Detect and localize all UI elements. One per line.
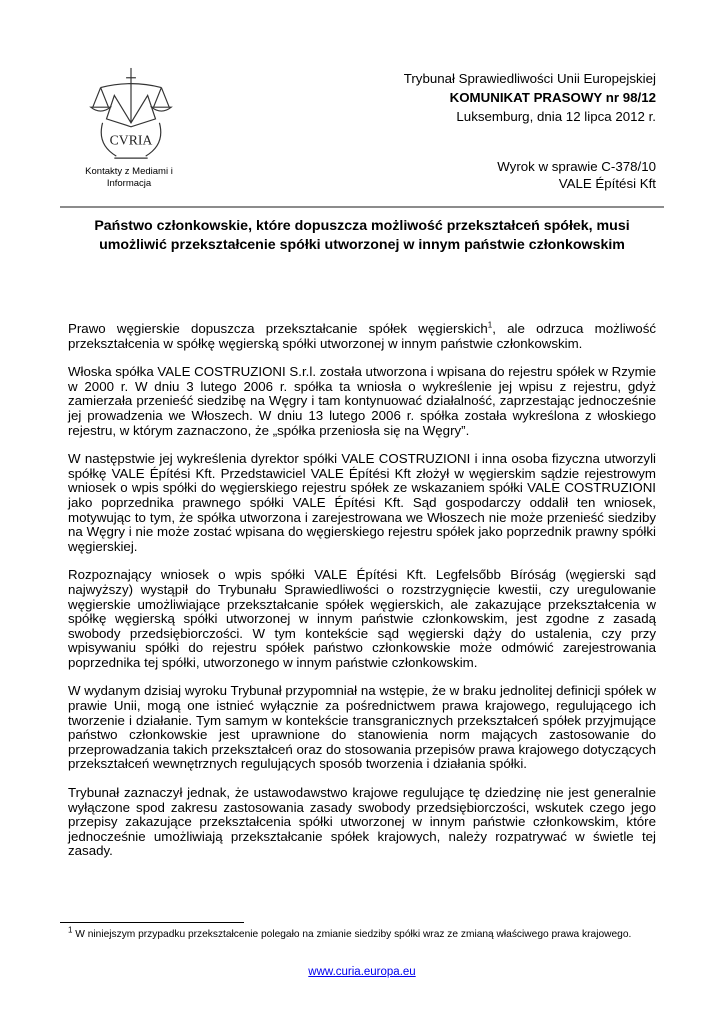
paragraph [68,322,656,351]
footer [0,966,724,978]
paragraph: Rozpoznający wniosek o wpis spółki VALE Építési Kft. Legfelsőbb Bíróság (węgierski sąd najwyższy) wystąpił do Trybunału Sprawiedliwości o rozstrzygnięcie kwestii, czy uregulowanie węgierskie umożliwiające przekształcanie spółek węgierskich, ale zakazujące przekształcenia w spółkę węgierską spółki utworzonej w innym państwie członkowskim, jest zgodne z zasadą swobody przedsiębiorczości. W tym kontekście sąd węgierski dąży do ustalenia, czy przy wpisywaniu spółki do rejestru spółek państwo członkowskie może odmówić zarejestrowania poprzednika tej spółki, utworzonego w innym państwie członkowskim. [68,567,656,670]
contact-line: Informacja [106,178,152,189]
footnote-separator [60,922,244,923]
title-line: Państwo członkowskie, które dopuszcza możliwość przekształceń spółek, musi [94,218,630,234]
footnote-text: W niniejszym przypadku przekształcenie polegało na zmianie siedziby spółki wraz ze zmianą właściwego prawa krajowego. [72,929,632,940]
paragraph-text: , ale odrzuca możliwość przekształcenia w spółkę węgierską spółki utworzonej w innym państwie członkowskim. [68,321,656,351]
header-info [404,69,656,126]
header-divider [60,206,664,208]
paragraph: W wydanym dzisiaj wyroku Trybunał przypomniał na wstępie, że w braku jednolitej definicji spółek w prawie Unii, mogą one istnieć wyłącznie za pośrednictwem prawa krajowego, regulującego ich tworzenie i działanie. Tym samym w kontekście transgranicznych przekształceń spółek przyjmujące państwo członkowskie jest uprawnione do stanowienia norm mających zastosowanie do przeprowadzania takich przekształceń oraz do stosowania przepisów prawa krajowego dotyczących przekształceń wewnętrznych regulujących sposób tworzenia i działania spółki. [68,683,656,772]
footnote [68,925,656,941]
paragraph: Włoska spółka VALE COSTRUZIONI S.r.l. została utworzona i wpisana do rejestru spółek w Rzymie w 2000 r. W dniu 3 lutego 2006 r. spółka ta wniosła o wykreślenie jej wpisu z rejestru, gdyż zamierzała przenieść siedzibę na Węgry i tam kontynuować działalność, zaprzestając jednocześnie jej prowadzenia we Włoszech. W dniu 13 lutego 2006 r. spółka została wykreślona z włoskiego rejestru, w którym zaznaczono, że „spółka przeniosła się na Węgry”. [68,364,656,438]
press-release-number: KOMUNIKAT PRASOWY nr 98/12 [449,90,656,105]
footnote-marker: 1 [68,925,73,935]
case-info [497,158,656,192]
page-title [60,217,664,254]
case-party: VALE Építési Kft [558,176,656,191]
paragraph: Trybunał zaznaczył jednak, że ustawodawstwo krajowe regulujące tę dziedzinę nie jest generalnie wyłączone spod zakresu zastosowania zasady swobody przedsiębiorczości, wskutek czego jego przepisy zakazujące przekształcenia spółki utworzonej w innym państwie członkowskim, które jednocześnie umożliwiają przekształcanie spółek krajowych, należy rozpatrywać w świetle tej zasady. [68,785,656,859]
logo-text: CVRIA [109,132,153,148]
place-date: Luksemburg, dnia 12 lipca 2012 r. [456,109,656,124]
institution-name: Trybunał Sprawiedliwości Unii Europejskiej [403,71,656,86]
body-text [68,322,656,873]
paragraph-text: Prawo węgierskie dopuszcza przekształcanie spółek węgierskich [68,321,488,336]
paragraph: W następstwie jej wykreślenia dyrektor spółki VALE COSTRUZIONI i inna osoba fizyczna utworzyli spółkę VALE Építési Kft. Przedstawiciel VALE Építési Kft złożył w węgierskim sądzie rejestrowym wniosek o wpis spółki do węgierskiego rejestru spółek ze wskazaniem spółki VALE COSTRUZIONI jako poprzednika prawnego spółki VALE Építési Kft. Sąd gospodarczy oddalił ten wniosek, motywując to tym, że spółka utworzona i zarejestrowana we Włoszech nie może przenieść siedziby na Węgry i nie może zostać wpisana do węgierskiego rejestru spółek jako poprzednik prawny spółki węgierskiej. [68,451,656,554]
footnote-ref[interactable]: 1 [487,320,493,330]
curia-logo [86,66,176,164]
curia-website-link[interactable]: www.curia.europa.eu [308,966,416,978]
case-number: Wyrok w sprawie C-378/10 [497,159,656,174]
media-contact-label [70,166,188,190]
contact-line: Kontakty z Mediami i [85,166,173,177]
title-line: umożliwić przekształcenie spółki utworzonej w innym państwie członkowskim [99,236,625,253]
